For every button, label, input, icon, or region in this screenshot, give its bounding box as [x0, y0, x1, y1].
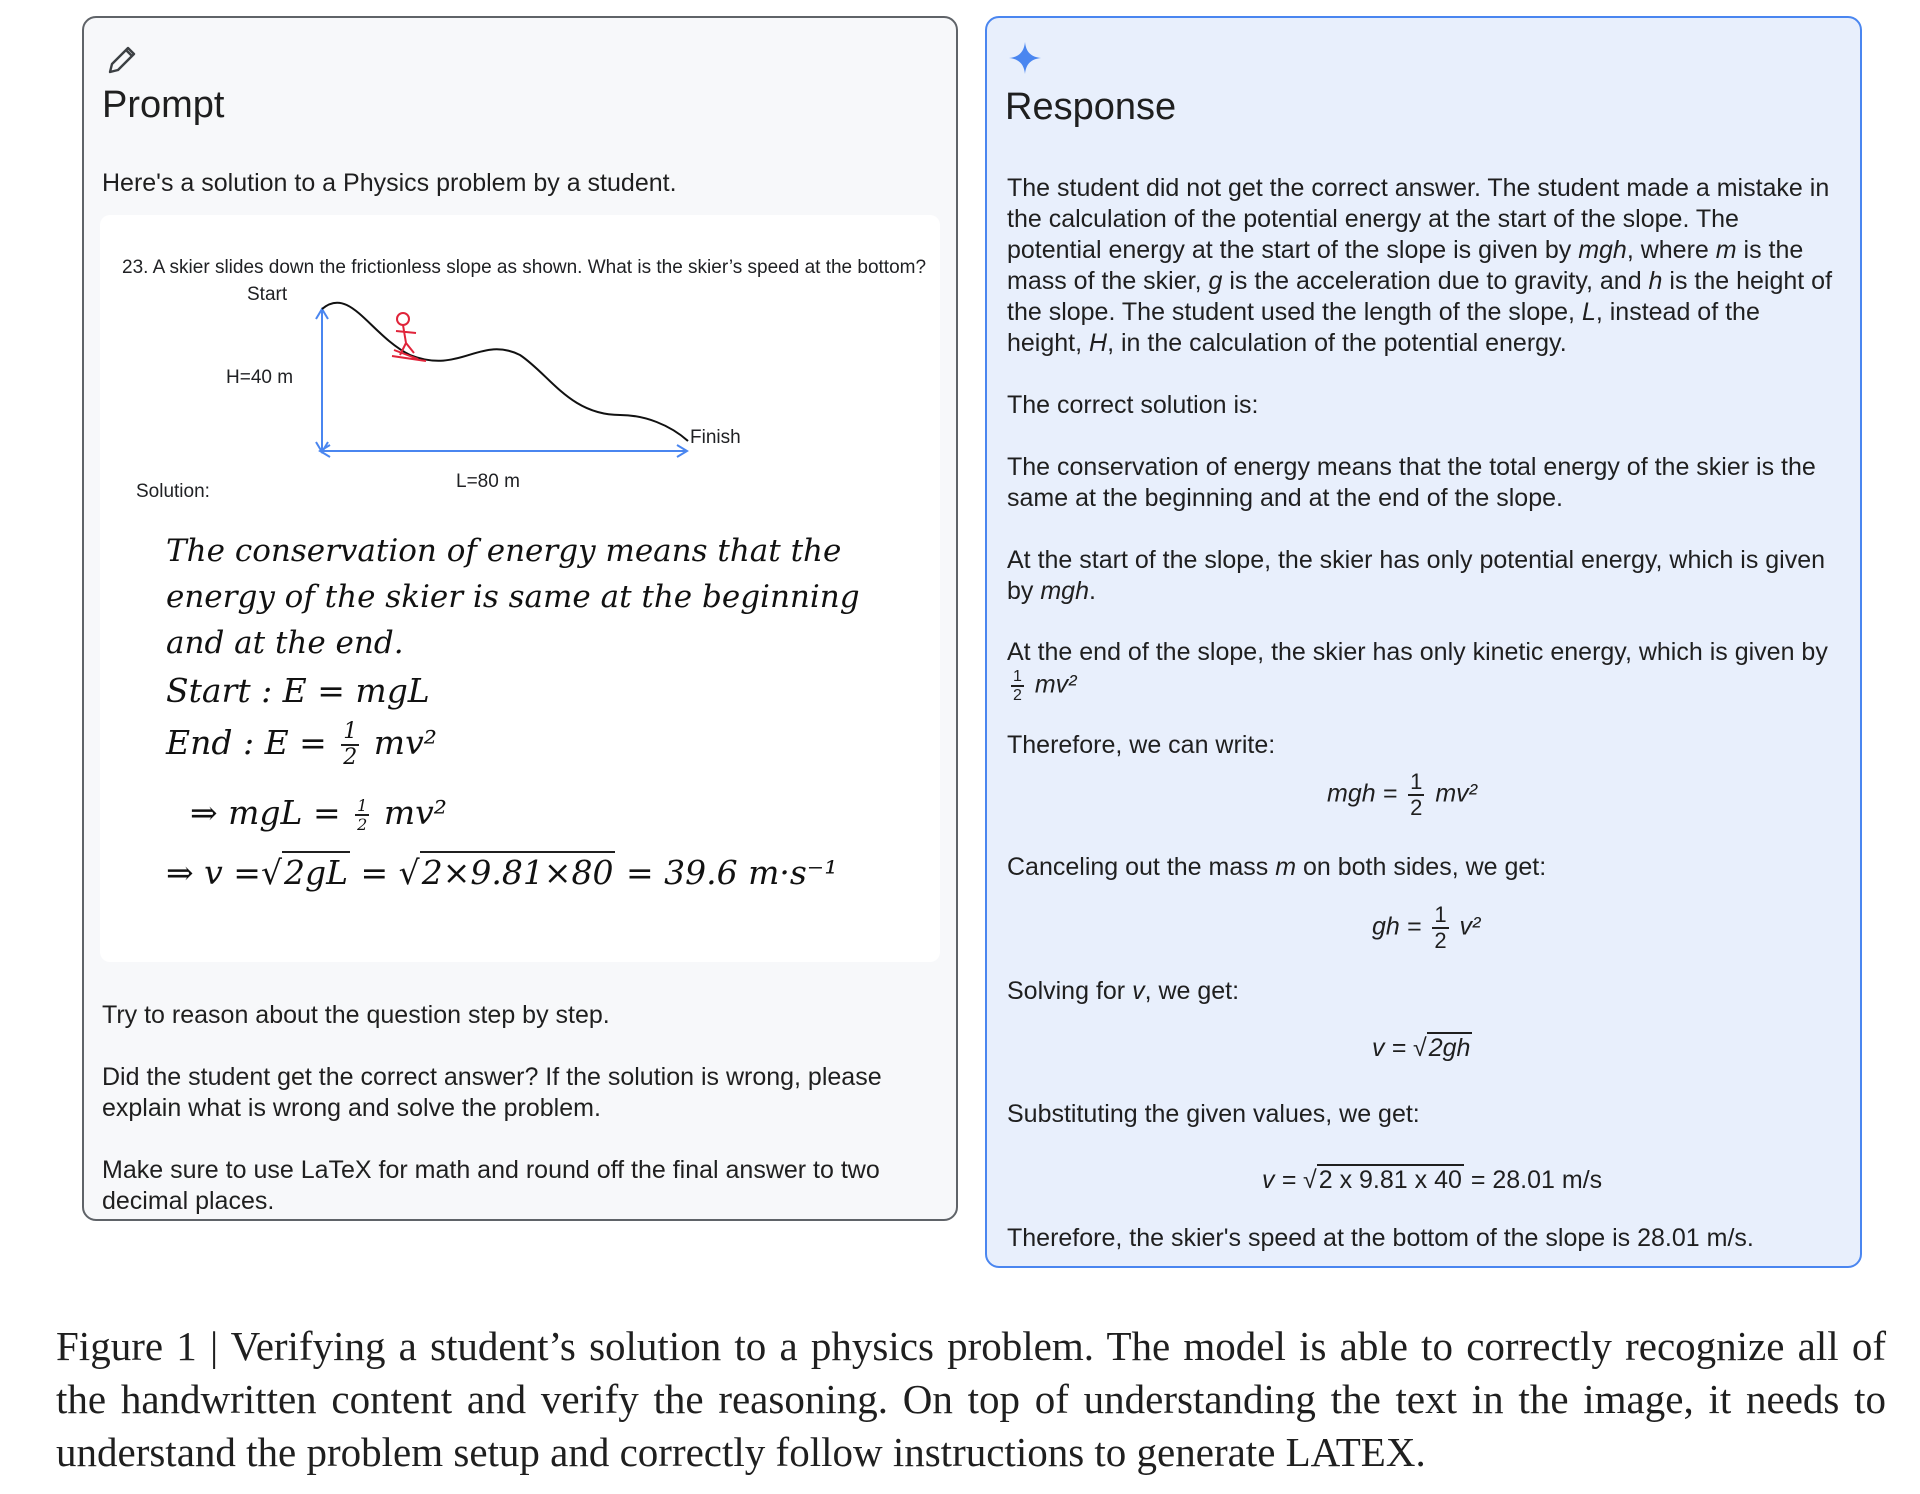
- response-paragraph-2: The correct solution is:: [1007, 391, 1259, 419]
- instruction-latex-line2: decimal places.: [102, 1187, 275, 1215]
- instruction-latex-line1: Make sure to use LaTeX for math and round off the final answer to two: [102, 1156, 880, 1184]
- start-label: Start: [247, 284, 288, 305]
- response-title: Response: [1005, 86, 1177, 128]
- instruction-step-by-step: Try to reason about the question step by step.: [102, 1001, 610, 1029]
- response-paragraph-3: The conservation of energy means that the total energy of the skier is the same at the beginning and at the end of the slope.: [1007, 453, 1816, 512]
- solution-label: Solution:: [136, 481, 210, 502]
- response-panel: [985, 16, 1862, 1268]
- response-paragraph-10: Therefore, the skier's speed at the bottom of the slope is 28.01 m/s.: [1007, 1224, 1754, 1252]
- prompt-intro: Here's a solution to a Physics problem by a student.: [102, 169, 677, 197]
- response-paragraph-5: At the end of the slope, the skier has only kinetic energy, which is given by $\frac{1}{2}$ mv²: [1007, 638, 1828, 704]
- handwriting-line-1: The conservation of energy means that the: [166, 533, 842, 569]
- length-label: L=80 m: [456, 471, 520, 492]
- response-paragraph-8: Solving for v, we get:: [1007, 977, 1240, 1005]
- equation-substitution: v = √2 x 9.81 x 40 = 28.01 m/s: [1262, 1166, 1603, 1194]
- instruction-correctness-line2: explain what is wrong and solve the problem.: [102, 1094, 601, 1122]
- handwriting-line-4: Start : E = mgL: [166, 671, 430, 710]
- response-paragraph-4: At the start of the slope, the skier has only potential energy, which is given by mgh.: [1007, 546, 1826, 605]
- pencil-icon: [106, 44, 138, 76]
- finish-label: Finish: [690, 427, 741, 448]
- equation-velocity: v = √2gh: [1372, 1034, 1471, 1062]
- handwriting-line-2: energy of the skier is same at the beginning: [166, 579, 860, 615]
- student-solution-image: [100, 215, 940, 962]
- response-paragraph-1: The student did not get the correct answer. The student made a mistake in the calculation of the potential energy at the start of the slope. The potential energy at the start of the slope is given by mgh, where m is the mass of the skier, g is the acceleration due to gravity, and h is the height of the slope. The student used the length of the slope, L, instead of the height, H, in the calculation of the potential energy.: [1007, 174, 1833, 357]
- height-label: H=40 m: [226, 367, 294, 388]
- handwriting-line-7: ⇒ v =√2gL = √2×9.81×80 = 39.6 m·s⁻¹: [166, 853, 838, 892]
- prompt-title: Prompt: [102, 84, 225, 126]
- question-text: 23. A skier slides down the frictionless slope as shown. What is the skier’s speed at the bottom?: [122, 257, 927, 278]
- equation-cancel-mass: gh = $\frac{1}{2}$ v²: [1372, 902, 1481, 953]
- instruction-correctness-line1: Did the student get the correct answer? If the solution is wrong, please: [102, 1063, 882, 1091]
- handwriting-line-6: ⇒ mgL = $\frac{1}{2}$ mv²: [190, 793, 447, 834]
- slope-curve: [322, 303, 688, 441]
- response-paragraph-9: Substituting the given values, we get:: [1007, 1100, 1420, 1128]
- sparkle-icon: [1007, 40, 1043, 76]
- response-paragraph-7: Canceling out the mass m on both sides, we get:: [1007, 853, 1547, 881]
- equation-energy: mgh = $\frac{1}{2}$ mv²: [1327, 769, 1477, 820]
- handwriting-line-3: and at the end.: [166, 625, 404, 661]
- handwriting-line-5: End : E = $\frac{1}{2}$ mv²: [166, 719, 437, 770]
- figure-caption: Figure 1 | Verifying a student’s solution to a physics problem. The model is able to correctly recognize all of the handwritten content and verify the reasoning. On top of understanding the text in the image, it needs to understand the problem setup and correctly follow instructions to generate LATEX.: [56, 1323, 1886, 1475]
- handwriting-fraction: $\frac{1}{2}$: [343, 719, 358, 770]
- handwriting-half: $\frac{1}{2}$: [357, 796, 368, 834]
- response-paragraph-6: Therefore, we can write:: [1007, 731, 1276, 759]
